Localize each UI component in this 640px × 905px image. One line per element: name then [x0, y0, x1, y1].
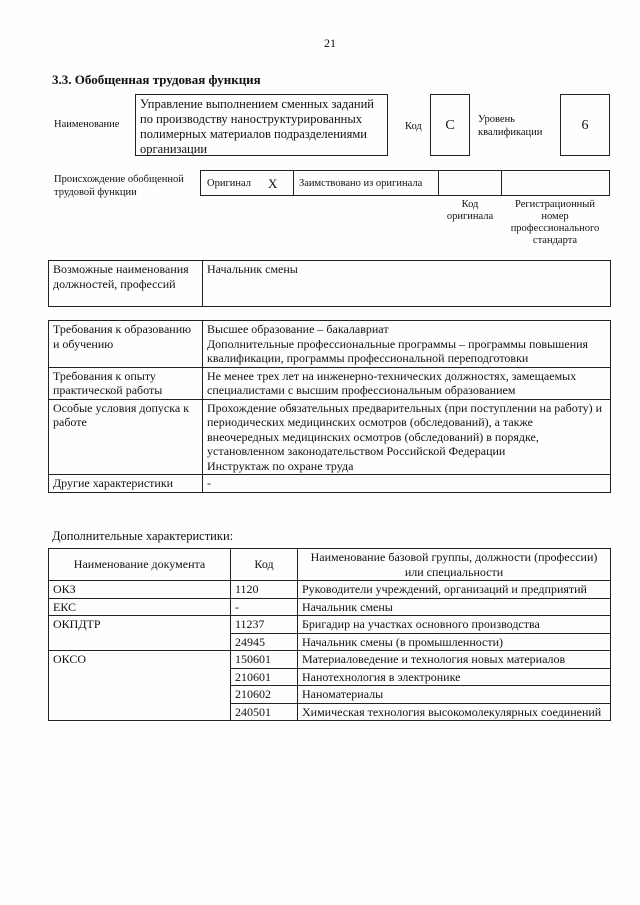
original-label: Оригинал [207, 178, 251, 189]
level-label: Уровень квалификации [478, 114, 543, 138]
name-cell: Бригадир на участках основного производства [298, 616, 611, 634]
code-cell: 11237 [231, 616, 298, 634]
table-row [49, 616, 611, 634]
req-value: Не менее трех лет на инженерно-технических должностях, замещаемых специалистами с высшим профессиональным образованием [203, 367, 611, 399]
divider [438, 170, 439, 196]
name-label: Наименование [54, 119, 120, 130]
function-name: Управление выполнением сменных заданий по производству наноструктурированных полимерных материалов подразделениями организации [135, 94, 388, 156]
additional-title: Дополнительные характеристики: [52, 529, 234, 543]
positions-value: Начальник смены [203, 261, 611, 307]
req-value: - [203, 475, 611, 493]
req-label: Требования к образованию и обучению [49, 321, 203, 368]
name-cell: Материаловедение и технология новых материалов [298, 651, 611, 669]
page-number: 21 [324, 36, 336, 50]
table-row [49, 598, 611, 616]
code-cell: - [231, 598, 298, 616]
doc-cell: ОКПДТР [49, 616, 231, 651]
reg-number-label: Регистрационный номер профессионального стандарта [510, 199, 600, 246]
requirements-table [48, 320, 611, 493]
code-cell: 24945 [231, 633, 298, 651]
code-cell: 210601 [231, 668, 298, 686]
doc-cell: ОКЗ [49, 581, 231, 599]
positions-label: Возможные наименования должностей, профессий [49, 261, 203, 307]
code-value: C [430, 94, 470, 156]
req-value: Высшее образование – бакалавриат Дополнительные профессиональные программы – программы повышения квалификации, программы профессиональной переподготовки [203, 321, 611, 368]
table-row [49, 581, 611, 599]
origin-row [200, 170, 610, 196]
additional-table [48, 548, 611, 721]
code-cell: 150601 [231, 651, 298, 669]
original-mark: X [268, 176, 278, 191]
header-doc: Наименование документа [49, 549, 231, 581]
name-cell: Начальник смены [298, 598, 611, 616]
divider [293, 170, 294, 196]
header-name: Наименование базовой группы, должности (профессии) или специальности [298, 549, 611, 581]
name-cell: Начальник смены (в промышленности) [298, 633, 611, 651]
origin-label: Происхождение обобщенной трудовой функции [54, 174, 184, 198]
req-label: Другие характеристики [49, 475, 203, 493]
name-cell: Наноматериалы [298, 686, 611, 704]
doc-cell: ЕКС [49, 598, 231, 616]
name-cell: Руководители учреждений, организаций и предприятий [298, 581, 611, 599]
name-cell: Химическая технология высокомолекулярных соединений [298, 703, 611, 721]
code-label: Код [405, 121, 422, 132]
req-value: Прохождение обязательных предварительных (при поступлении на работу) и периодических медицинских осмотров (обследований), а также внеочередных медицинских осмотров (обследований) в порядке, установленном законодательством Российской Федерации Инструктаж по охране труда [203, 399, 611, 475]
level-value: 6 [560, 94, 610, 156]
table-row [49, 651, 611, 669]
doc-cell: ОКСО [49, 651, 231, 721]
name-cell: Нанотехнология в электронике [298, 668, 611, 686]
code-cell: 1120 [231, 581, 298, 599]
header-code: Код [231, 549, 298, 581]
section-title: 3.3. Обобщенная трудовая функция [52, 72, 261, 87]
req-label: Требования к опыту практической работы [49, 367, 203, 399]
code-cell: 240501 [231, 703, 298, 721]
positions-table [48, 260, 611, 307]
code-cell: 210602 [231, 686, 298, 704]
req-label: Особые условия допуска к работе [49, 399, 203, 475]
code-original-label: Код оригинала [446, 199, 494, 222]
borrowed-label: Заимствовано из оригинала [299, 178, 423, 189]
divider [501, 170, 502, 196]
